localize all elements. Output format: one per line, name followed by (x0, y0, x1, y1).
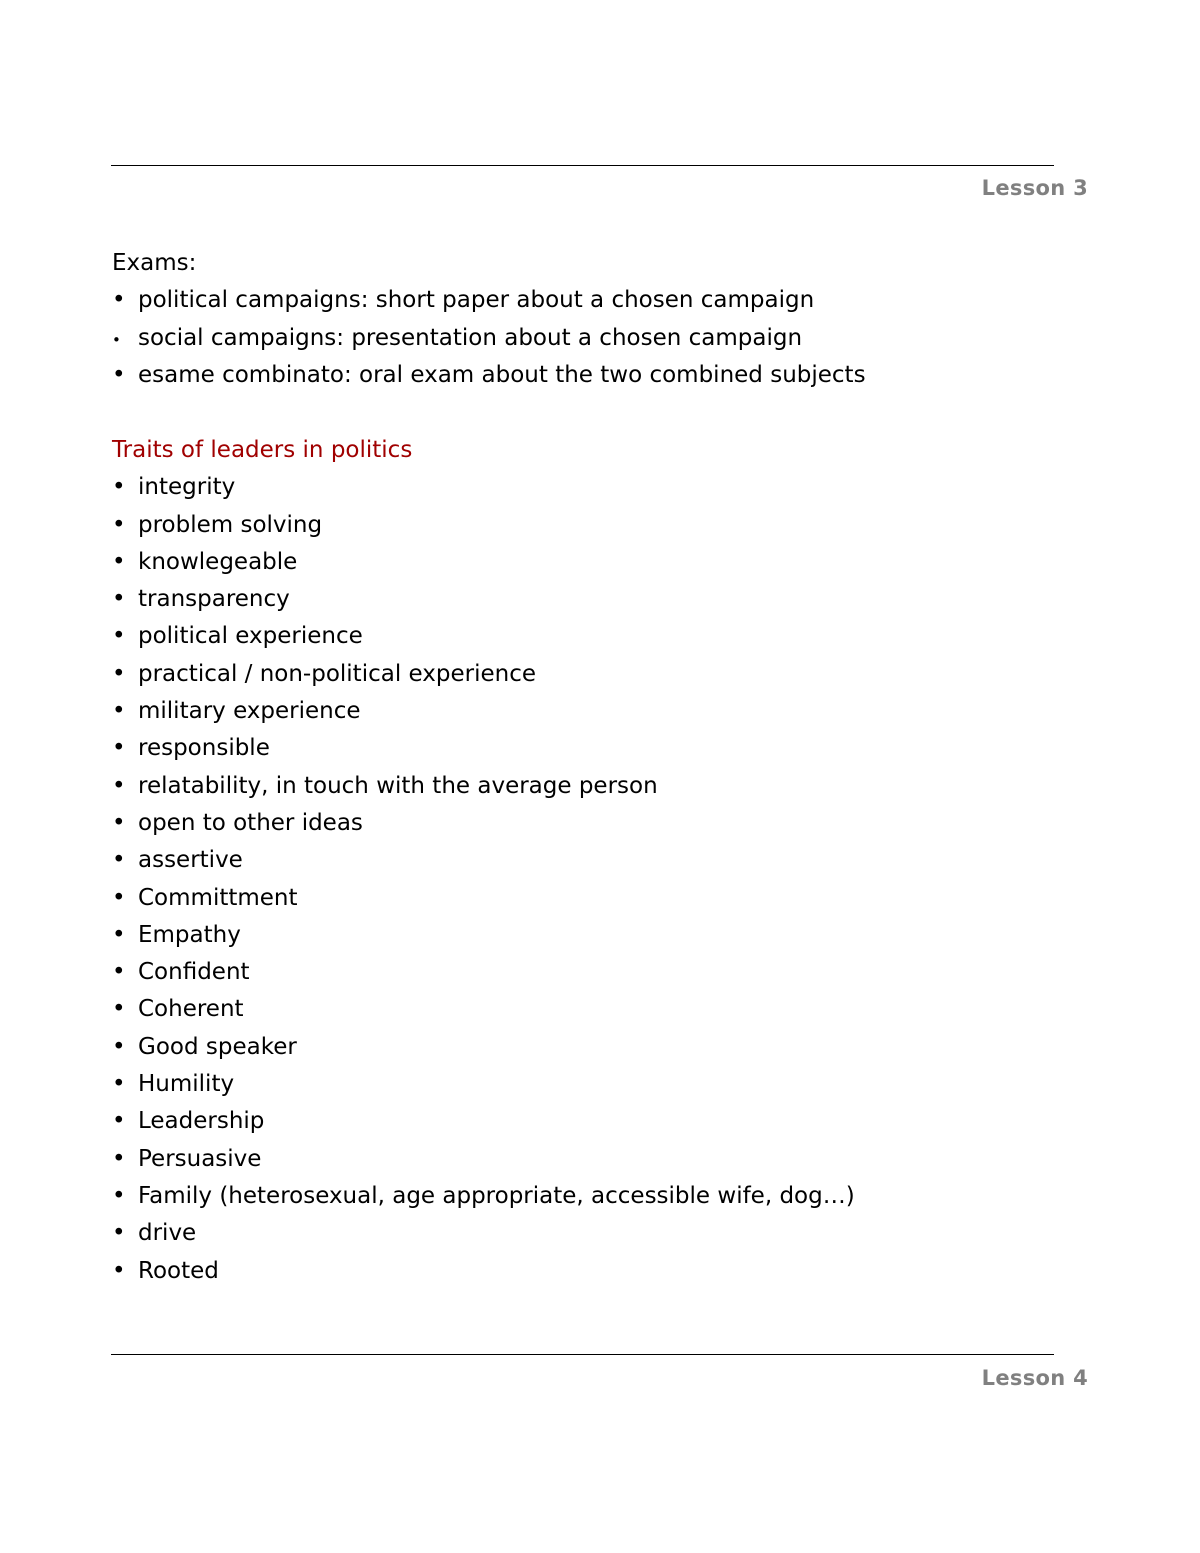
list-item-text: Committment (138, 884, 298, 911)
bullet-icon: • (112, 330, 121, 349)
lesson-4-heading: Lesson 4 (981, 1366, 1088, 1390)
bullet-icon: • (112, 698, 126, 725)
bullet-icon: • (112, 586, 126, 613)
list-item-text: Good speaker (138, 1033, 297, 1060)
list-item-text: knowlegeable (138, 548, 298, 575)
list-item-text: open to other ideas (138, 809, 363, 836)
traits-section (112, 432, 1092, 1290)
list-item-text: Empathy (138, 921, 241, 948)
list-item-text: military experience (138, 698, 361, 725)
traits-list (112, 469, 1092, 1290)
bullet-icon: • (112, 921, 126, 948)
list-item (112, 693, 1092, 730)
list-item (112, 1141, 1092, 1178)
list-item (112, 1029, 1092, 1066)
bullet-icon: • (112, 959, 126, 986)
bullet-icon: • (112, 660, 126, 687)
bullet-icon: • (112, 735, 126, 762)
exams-section (112, 245, 1092, 394)
list-item (112, 842, 1092, 879)
list-item-text: Family (heterosexual, age appropriate, accessible wife, dog…) (138, 1182, 855, 1209)
list-item (112, 805, 1092, 842)
list-item-text: integrity (138, 474, 236, 501)
traits-heading: Traits of leaders in politics (112, 437, 413, 463)
bullet-icon: • (112, 548, 126, 575)
list-item (112, 618, 1092, 655)
list-item (112, 1103, 1092, 1140)
lesson-3-divider (111, 165, 1054, 166)
bullet-icon: • (112, 809, 126, 836)
list-item (112, 282, 1092, 319)
bullet-icon: • (112, 1033, 126, 1060)
bullet-icon: • (112, 996, 126, 1023)
bullet-icon: • (112, 1257, 126, 1284)
bullet-icon: • (112, 1182, 126, 1209)
list-item-text: Humility (138, 1071, 235, 1098)
bullet-icon: • (112, 361, 126, 388)
bullet-icon: • (112, 772, 126, 799)
bullet-icon: • (112, 474, 126, 501)
list-item-text: Persuasive (138, 1145, 262, 1172)
bullet-icon: • (112, 1145, 126, 1172)
list-item (112, 917, 1092, 954)
list-item (112, 469, 1092, 506)
list-item-text: Leadership (138, 1108, 265, 1135)
list-item-text: problem solving (138, 511, 323, 538)
list-item (112, 544, 1092, 581)
list-item-text: social campaigns: presentation about a chosen campaign (138, 324, 803, 351)
bullet-icon: • (112, 1071, 126, 1098)
list-item-text: practical / non-political experience (138, 660, 537, 687)
list-item (112, 581, 1092, 618)
list-item (112, 656, 1092, 693)
list-item-text: Rooted (138, 1257, 219, 1284)
bullet-icon: • (112, 847, 126, 874)
list-item (112, 1253, 1092, 1290)
exams-label: Exams: (112, 250, 197, 276)
list-item-text: responsible (138, 735, 270, 762)
list-item (112, 880, 1092, 917)
list-item-text: political experience (138, 623, 363, 650)
bullet-icon: • (112, 1108, 126, 1135)
bullet-icon: • (112, 511, 126, 538)
list-item (112, 357, 1092, 394)
list-item (112, 954, 1092, 991)
list-item-text: assertive (138, 847, 243, 874)
bullet-icon: • (112, 884, 126, 911)
list-item-text: transparency (138, 586, 290, 613)
lesson-3-heading: Lesson 3 (981, 176, 1088, 200)
list-item (112, 991, 1092, 1028)
list-item (112, 768, 1092, 805)
list-item (112, 1178, 1092, 1215)
list-item-text: relatability, in touch with the average person (138, 772, 658, 799)
list-item (112, 320, 1092, 357)
list-item (112, 730, 1092, 767)
list-item (112, 507, 1092, 544)
list-item-text: political campaigns: short paper about a chosen campaign (138, 287, 815, 314)
list-item (112, 1215, 1092, 1252)
list-item-text: esame combinato: oral exam about the two combined subjects (138, 361, 866, 388)
list-item-text: Coherent (138, 996, 244, 1023)
lesson-4-divider (111, 1354, 1054, 1355)
bullet-icon: • (112, 623, 126, 650)
bullet-icon: • (112, 287, 126, 314)
list-item-text: drive (138, 1220, 197, 1247)
list-item-text: Confident (138, 959, 250, 986)
list-item (112, 1066, 1092, 1103)
bullet-icon: • (112, 1220, 126, 1247)
